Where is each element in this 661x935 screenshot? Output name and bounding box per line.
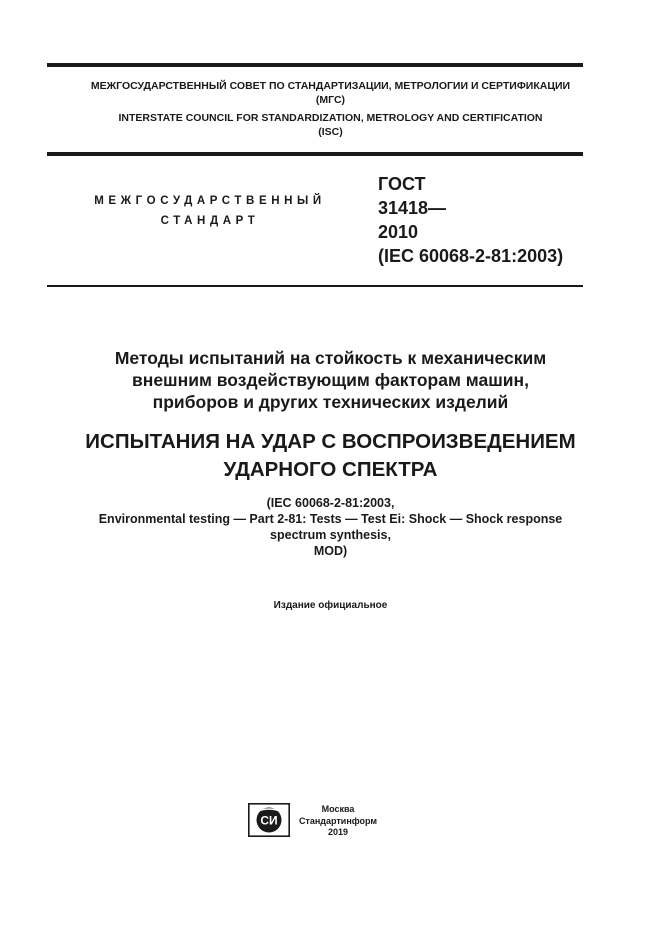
standard-type bbox=[60, 191, 360, 231]
title-caps bbox=[0, 428, 661, 484]
council-divider-rule bbox=[47, 152, 583, 156]
top-rule bbox=[47, 63, 583, 67]
title-ru-line1: Методы испытаний на стойкость к механическим bbox=[114, 348, 547, 368]
title-ru-line2: внешним воздействующим факторам машин, bbox=[132, 370, 529, 390]
header-bottom-rule bbox=[47, 285, 583, 287]
council-name-en: INTERSTATE COUNCIL FOR STANDARDIZATION, METROLOGY AND CERTIFICATION bbox=[118, 112, 543, 124]
title-ru-line3: приборов и других технических изделий bbox=[152, 392, 509, 412]
council-name-ru: МЕЖГОСУДАРСТВЕННЫЙ СОВЕТ ПО СТАНДАРТИЗАЦИИ, МЕТРОЛОГИИ И СЕРТИФИКАЦИИ bbox=[90, 80, 571, 92]
standard-type-line2: СТАНДАРТ bbox=[160, 215, 260, 227]
council-abbr-ru: (МГС) bbox=[315, 94, 346, 106]
standard-code bbox=[378, 172, 608, 268]
publisher-block bbox=[296, 804, 380, 839]
equivalence-line2: Environmental testing — Part 2-81: Tests — Test Ei: Shock — Shock response bbox=[98, 512, 563, 526]
title-caps-line2: УДАРНОГО СПЕКТРА bbox=[223, 458, 438, 481]
logo-text: СИ bbox=[260, 813, 278, 828]
standartinform-logo-icon bbox=[248, 803, 290, 837]
publisher-name: Стандартинформ bbox=[298, 815, 378, 826]
standard-code-line3: 2010 bbox=[378, 222, 419, 242]
edition-label: Издание официальное bbox=[273, 600, 388, 611]
publisher-year: 2019 bbox=[327, 827, 349, 837]
standard-code-line4: (IEC 60068-2-81:2003) bbox=[378, 246, 564, 266]
equivalence-line1: (IEC 60068-2-81:2003, bbox=[266, 496, 395, 510]
equivalence-line3: spectrum synthesis, bbox=[270, 528, 391, 542]
equivalence-note bbox=[0, 495, 661, 559]
council-abbr-en: (ISC) bbox=[318, 126, 343, 138]
standard-code-line2: 31418— bbox=[378, 198, 447, 218]
standard-code-line1: ГОСТ bbox=[378, 174, 426, 194]
equivalence-line4: MOD) bbox=[313, 544, 348, 558]
publisher-city: Москва bbox=[321, 804, 355, 814]
standard-type-line1: МЕЖГОСУДАРСТВЕННЫЙ bbox=[94, 195, 326, 207]
title-caps-line1: ИСПЫТАНИЯ НА УДАР С ВОСПРОИЗВЕДЕНИЕМ bbox=[85, 430, 576, 453]
title-ru bbox=[0, 347, 661, 413]
